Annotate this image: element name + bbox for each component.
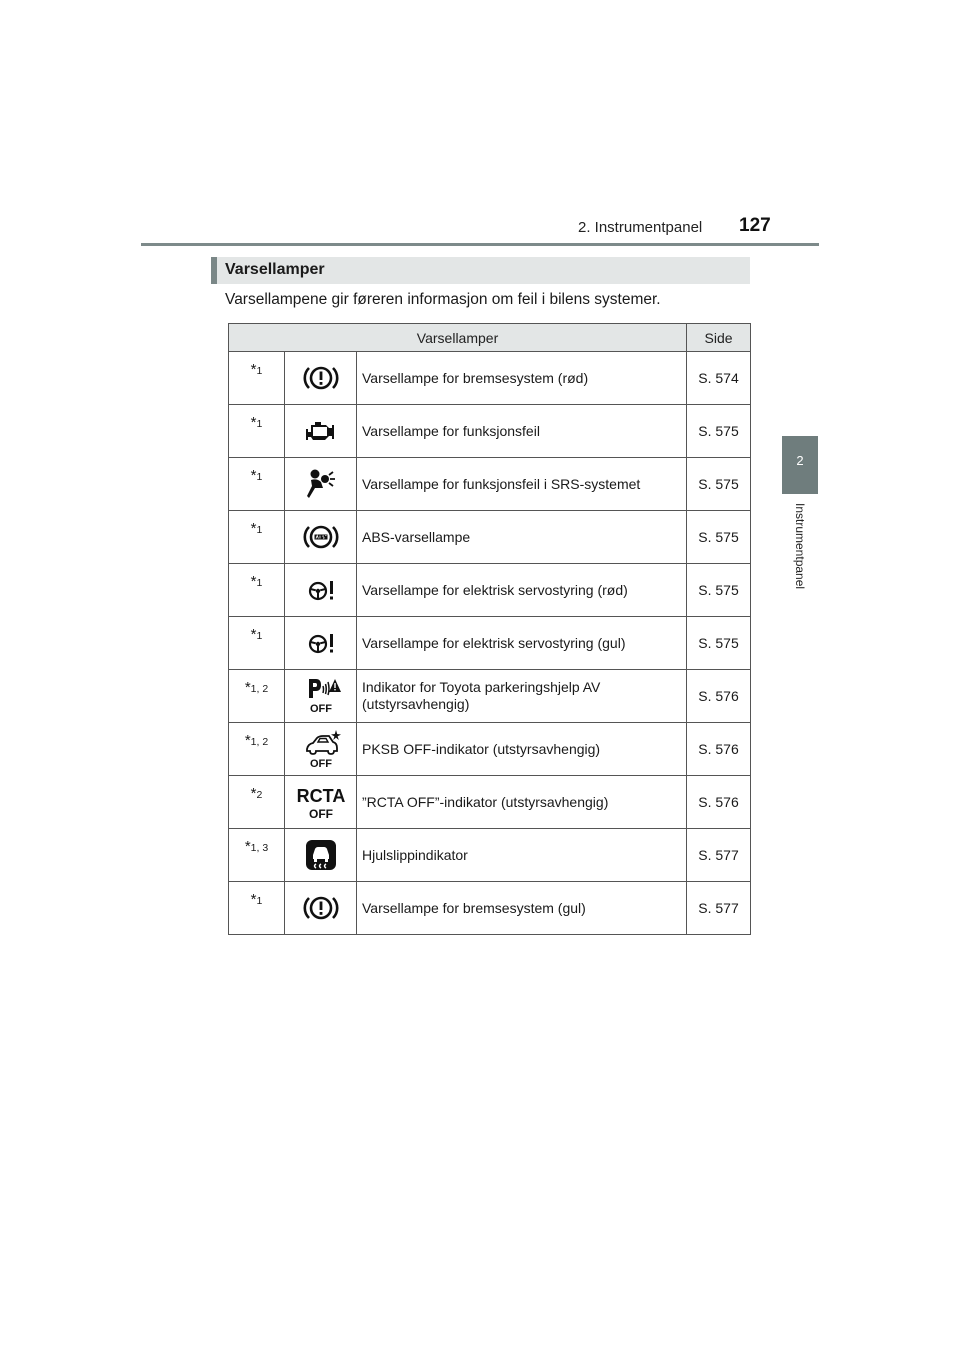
warning-description: ABS-varsellampe: [357, 511, 687, 564]
footnote-mark: [229, 617, 285, 670]
warning-description: Indikator for Toyota parkeringshjelp AV (utstyrsavhengig): [357, 670, 687, 723]
table-row: [229, 617, 751, 670]
chapter-number: 2: [796, 453, 804, 468]
page-reference: S. 575: [687, 564, 751, 617]
page-reference: S. 575: [687, 617, 751, 670]
icon-subtext: OFF: [308, 807, 333, 821]
table-row: [229, 352, 751, 405]
warning-description: Varsellampe for bremsesystem (rød): [357, 352, 687, 405]
chapter-tab: [782, 436, 818, 494]
section-heading: Varsellamper: [225, 261, 325, 278]
footnote-mark: [229, 670, 285, 723]
table-row: [229, 829, 751, 882]
page-reference: S. 576: [687, 670, 751, 723]
asterisk: *: [250, 572, 257, 590]
header-title: 2. Instrumentpanel: [578, 219, 703, 236]
section-intro: Varsellampene gir føreren informasjon om feil i bilens systemer.: [225, 291, 661, 308]
footnote-ref: 1: [256, 470, 263, 483]
footnote-ref: 1: [256, 417, 263, 430]
footnote-ref: 1, 3: [250, 841, 269, 854]
table-row: [229, 564, 751, 617]
rcta-off-icon: [285, 776, 357, 829]
brake-system-warning-icon: [285, 352, 357, 405]
page-reference: S. 576: [687, 723, 751, 776]
table-row: [229, 405, 751, 458]
footnote-ref: 1: [256, 894, 263, 907]
table-header-row: [229, 324, 751, 352]
asterisk: *: [250, 625, 257, 643]
icon-text: OFF: [309, 703, 332, 715]
warning-lights-table: [228, 323, 751, 935]
warning-description: Varsellampe for funksjonsfeil i SRS-systemet: [357, 458, 687, 511]
chapter-label: Instrumentpanel: [793, 503, 807, 590]
footnote-ref: 1, 2: [250, 682, 269, 695]
section-heading-bar: [211, 257, 750, 284]
column-header-warning-lights: Varsellamper: [229, 324, 687, 352]
footnote-ref: 2: [256, 788, 263, 801]
slip-indicator-icon: [285, 829, 357, 882]
brake-system-warning-icon: [285, 882, 357, 935]
footnote-mark: [229, 829, 285, 882]
footnote-ref: 1: [256, 576, 263, 589]
table-row: [229, 776, 751, 829]
icon-text: OFF: [309, 758, 332, 769]
page-reference: S. 574: [687, 352, 751, 405]
check-engine-icon: [285, 405, 357, 458]
warning-description: ”RCTA OFF”-indikator (utstyrsavhengig): [357, 776, 687, 829]
asterisk: *: [250, 466, 257, 484]
header-rule: [141, 243, 819, 246]
footnote-mark: [229, 405, 285, 458]
icon-text: RCTA: [296, 786, 345, 806]
srs-airbag-icon: [285, 458, 357, 511]
section-heading-accent: [211, 257, 217, 284]
footnote-mark: [229, 723, 285, 776]
abs-warning-icon: [285, 511, 357, 564]
footnote-mark: [229, 564, 285, 617]
asterisk: *: [250, 413, 257, 431]
pksb-off-icon: [285, 723, 357, 776]
asterisk: *: [250, 519, 257, 537]
chapter-side-label: [782, 503, 818, 611]
footnote-mark: [229, 458, 285, 511]
footnote-mark: [229, 511, 285, 564]
page-reference: S. 575: [687, 511, 751, 564]
page-reference: S. 577: [687, 829, 751, 882]
asterisk: *: [244, 731, 251, 749]
warning-description: Varsellampe for funksjonsfeil: [357, 405, 687, 458]
footnote-mark: [229, 776, 285, 829]
footnote-ref: 1: [256, 629, 263, 642]
page-reference: S. 575: [687, 458, 751, 511]
warning-description: Varsellampe for elektrisk servostyring (rød): [357, 564, 687, 617]
asterisk: *: [250, 784, 257, 802]
power-steering-warning-icon: [285, 564, 357, 617]
page-reference: S. 576: [687, 776, 751, 829]
footnote-ref: 1: [256, 364, 263, 377]
page-reference: S. 575: [687, 405, 751, 458]
table-row: [229, 882, 751, 935]
table-row: [229, 511, 751, 564]
warning-description: PKSB OFF-indikator (utstyrsavhengig): [357, 723, 687, 776]
footnote-mark: [229, 882, 285, 935]
table-row: [229, 458, 751, 511]
page-number: 127: [739, 215, 771, 236]
column-header-page: Side: [687, 324, 751, 352]
table-row: [229, 723, 751, 776]
asterisk: *: [250, 360, 257, 378]
asterisk: *: [250, 890, 257, 908]
warning-description: Varsellampe for elektrisk servostyring (gul): [357, 617, 687, 670]
asterisk: *: [244, 678, 251, 696]
warning-description: Varsellampe for bremsesystem (gul): [357, 882, 687, 935]
table-row: [229, 670, 751, 723]
power-steering-warning-icon: [285, 617, 357, 670]
page-reference: S. 577: [687, 882, 751, 935]
footnote-mark: [229, 352, 285, 405]
footnote-ref: 1: [256, 523, 263, 536]
parking-assist-off-icon: [285, 670, 357, 723]
asterisk: *: [244, 837, 251, 855]
warning-description: Hjulslippindikator: [357, 829, 687, 882]
footnote-ref: 1, 2: [250, 735, 269, 748]
